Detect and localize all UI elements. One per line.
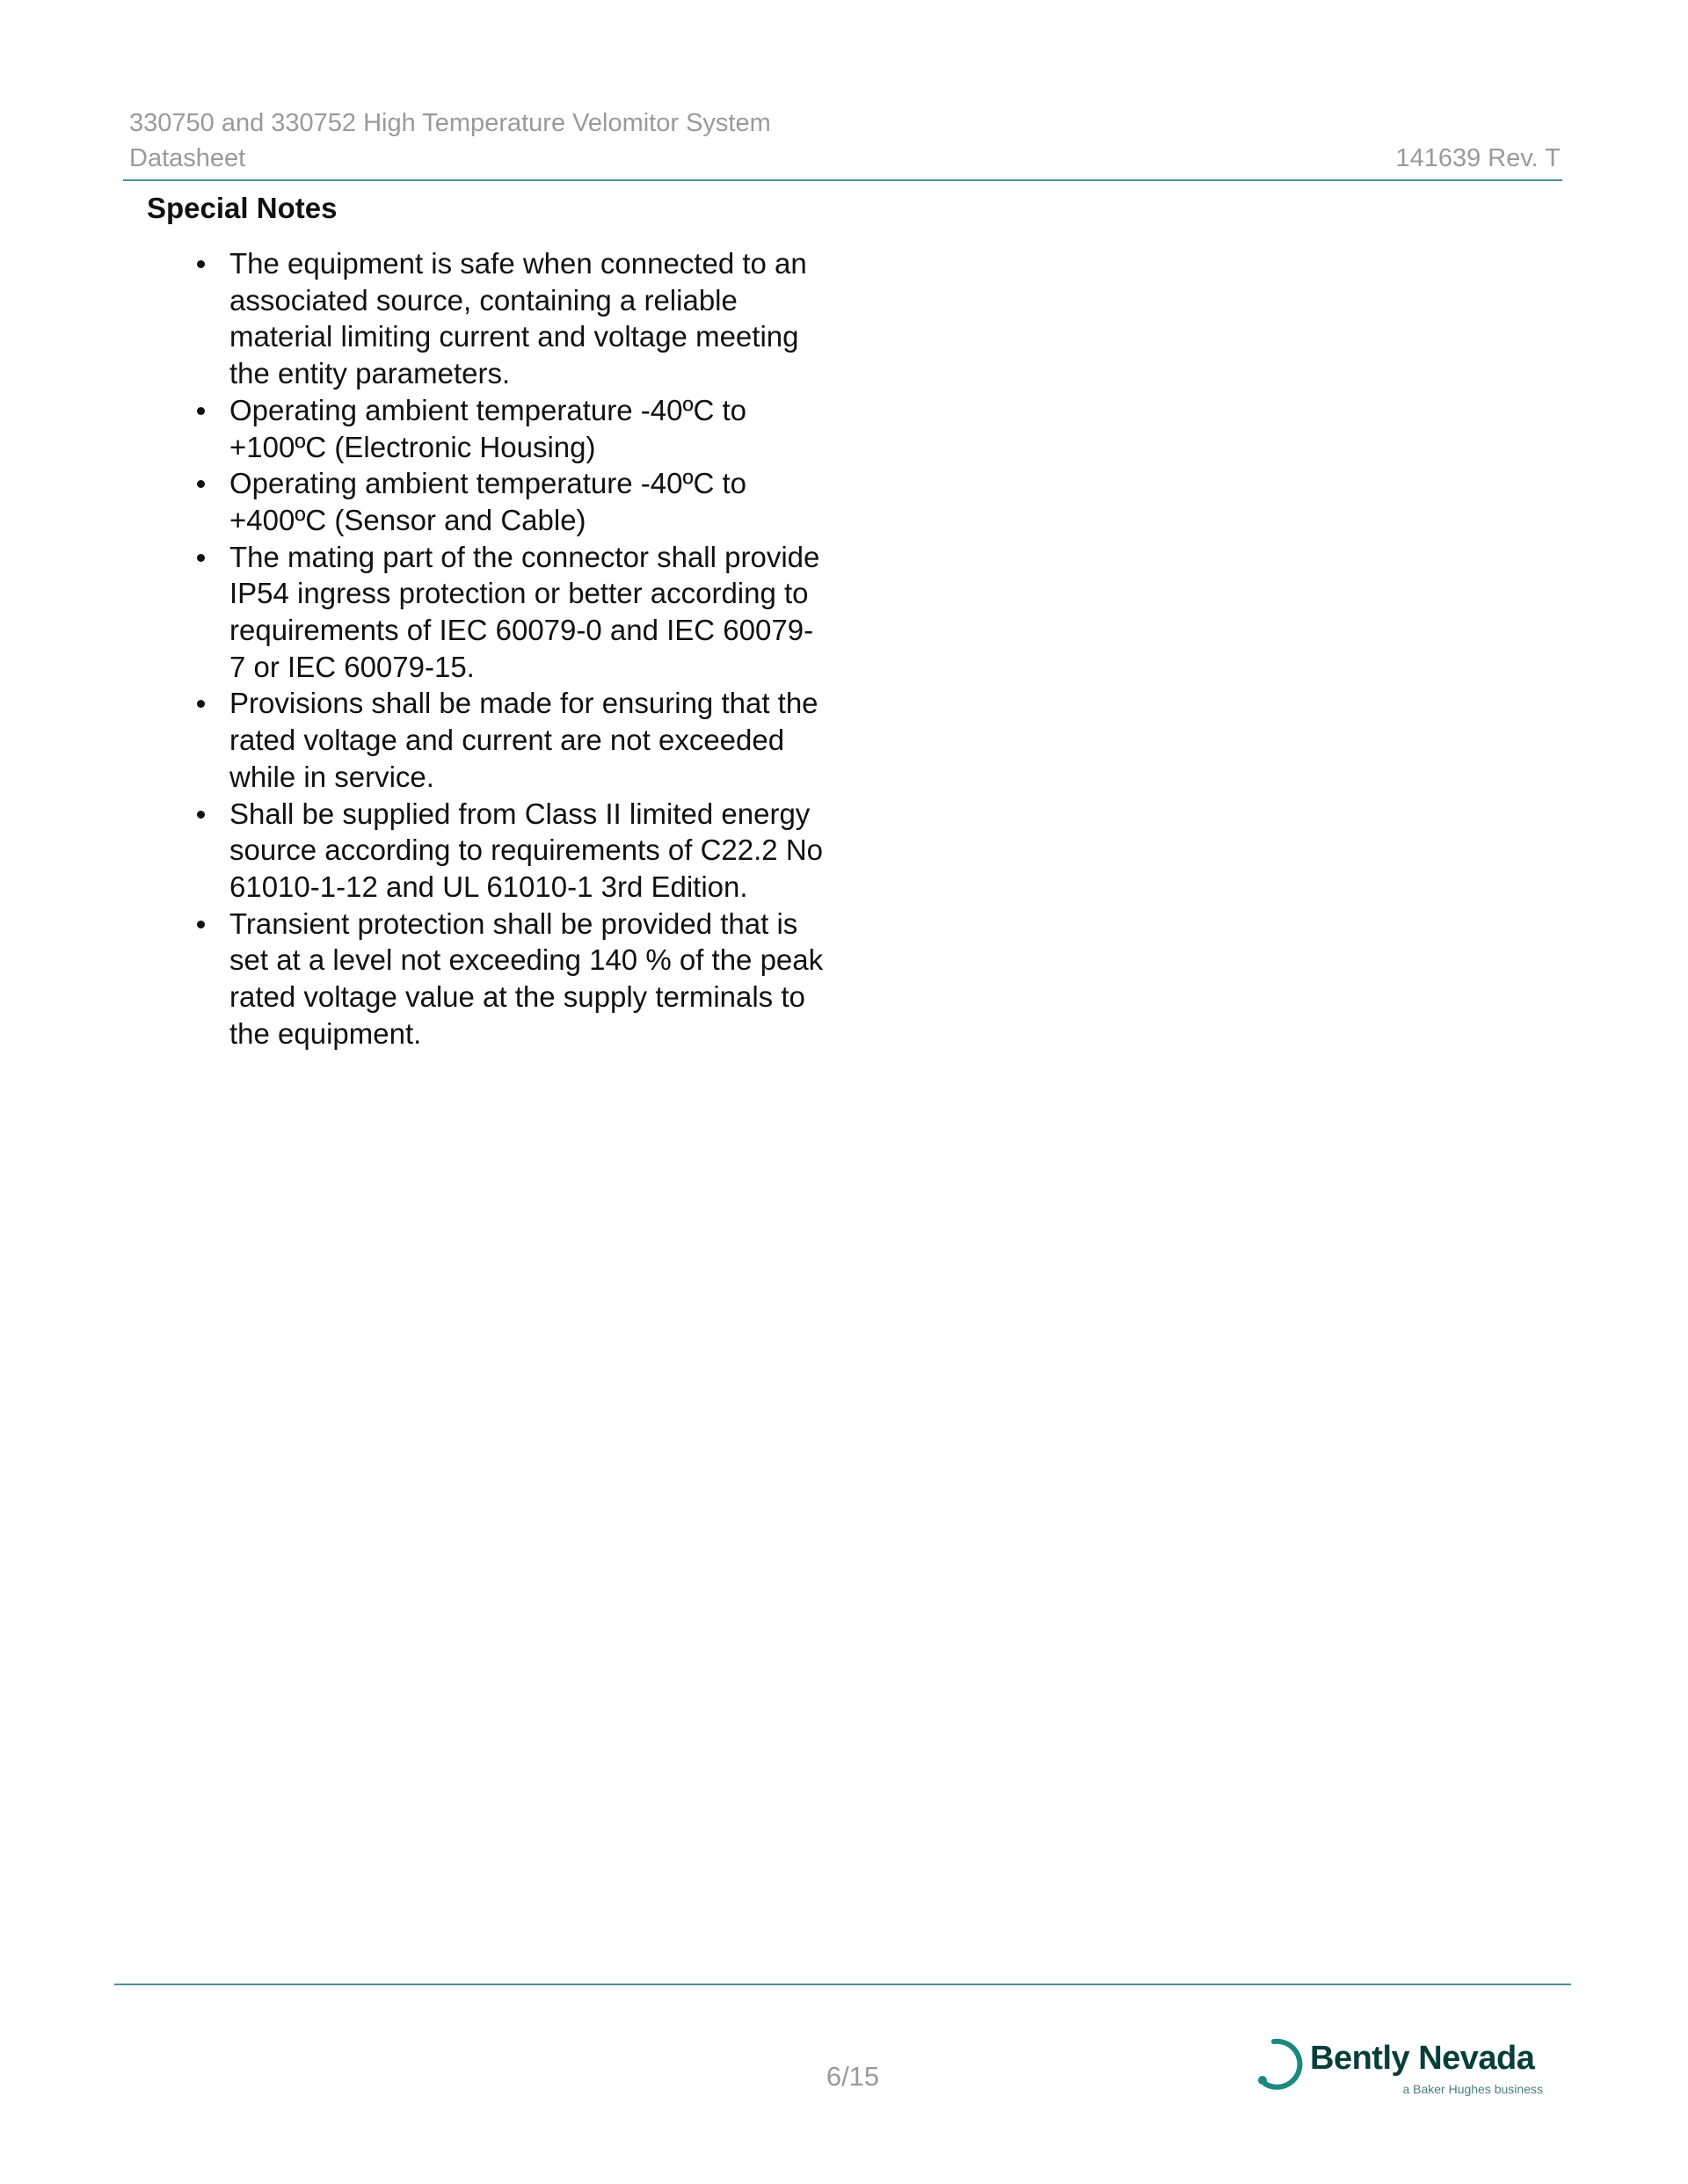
bullet-icon [197, 407, 205, 415]
footer-divider [114, 1984, 1571, 1985]
bullet-icon [197, 480, 205, 488]
special-notes-list [195, 245, 828, 1052]
document-number: 141639 Rev. T [1395, 144, 1561, 172]
note-item [195, 465, 828, 538]
header-divider [123, 179, 1562, 181]
bently-nevada-logo-icon [1253, 2031, 1309, 2103]
note-text: Operating ambient temperature -40ºC to +100ºC (Electronic Housing) [229, 393, 747, 463]
note-text: Shall be supplied from Class II limited energy source according to requirements of C22.2 No 61010-1-12 and UL 61010-1 3rd Edition. [229, 797, 824, 903]
note-text: Transient protection shall be provided that is set at a level not exceeding 140 % of the peak rated voltage value at the supply terminals to the equipment. [229, 906, 824, 1050]
bullet-icon [197, 260, 205, 268]
note-text: The equipment is safe when connected to an associated source, containing a reliable material limiting current and voltage meeting the entity parameters. [229, 247, 807, 390]
bullet-icon [197, 921, 205, 928]
note-item [195, 245, 828, 392]
note-item [195, 539, 828, 686]
page-number: 6/15 [826, 2061, 880, 2092]
document-type: Datasheet [129, 144, 246, 172]
note-text: Provisions shall be made for ensuring that the rated voltage and current are not exceeded while in service. [229, 687, 819, 793]
note-item [195, 685, 828, 795]
header-row [129, 141, 1561, 176]
note-item [195, 392, 828, 465]
note-text: The mating part of the connector shall provide IP54 ingress protection or better according to requirements of IEC 60079-0 and IEC 60079-7 or IEC 60079-15. [229, 540, 820, 683]
bullet-icon [197, 811, 205, 819]
note-text: Operating ambient temperature -40ºC to +400ºC (Sensor and Cable) [229, 467, 747, 536]
logo-tagline: a Baker Hughes business [1402, 2082, 1543, 2096]
bullet-icon [197, 554, 205, 562]
document-title: 330750 and 330752 High Temperature Velomitor System [129, 109, 771, 137]
company-logo [1253, 2031, 1552, 2103]
logo-wordmark: Bently Nevada [1310, 2040, 1535, 2077]
bullet-icon [197, 700, 205, 708]
note-item [195, 796, 828, 906]
note-item [195, 906, 828, 1052]
page-header [129, 106, 1561, 176]
section-heading: Special Notes [147, 192, 338, 224]
